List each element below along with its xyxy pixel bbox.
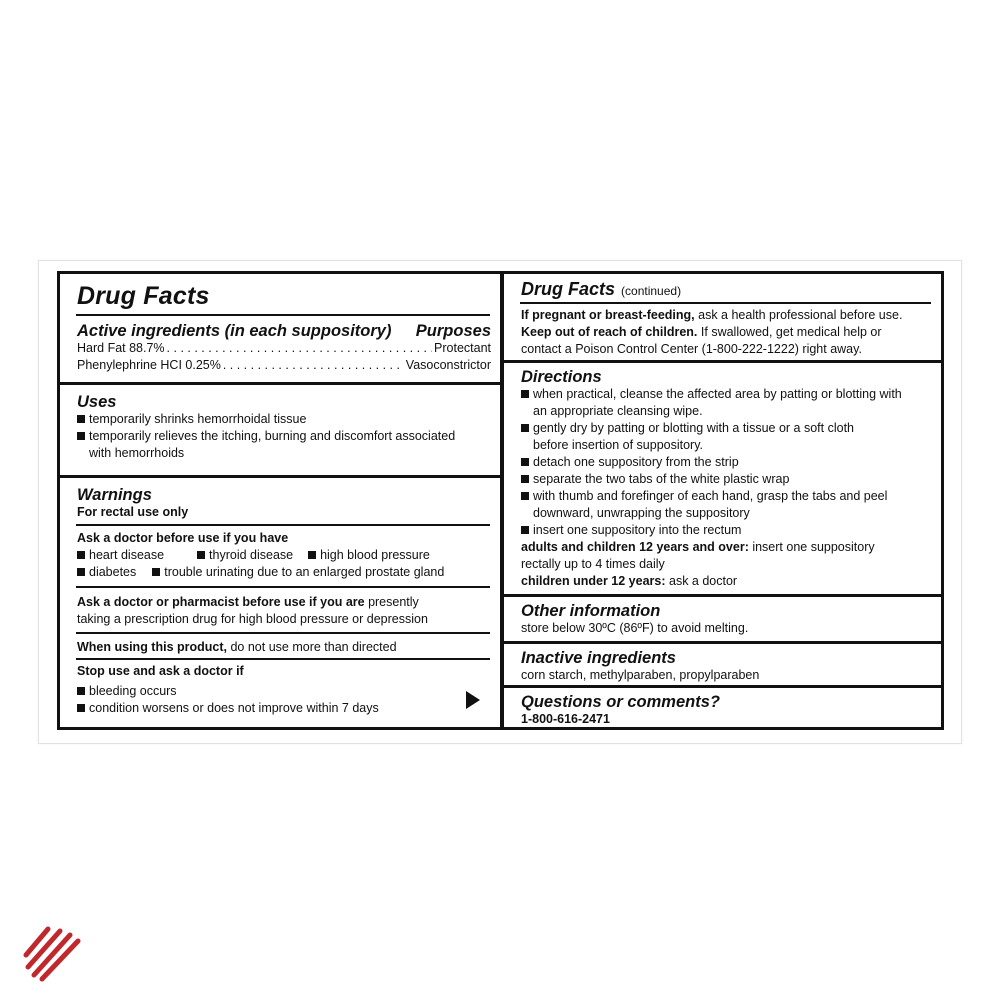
bullet-icon (521, 390, 529, 398)
divider (60, 382, 500, 385)
inactive-ingredients-title: Inactive ingredients (521, 649, 676, 667)
other-information-title: Other information (521, 602, 661, 620)
bullet-icon (77, 687, 85, 695)
divider (76, 632, 490, 634)
divider (76, 658, 490, 660)
bullet-icon (521, 526, 529, 534)
questions-title: Questions or comments? (521, 693, 720, 711)
bullet-icon (521, 492, 529, 500)
drug-facts-header (60, 282, 500, 310)
active-ingredients-section (60, 322, 500, 374)
divider (504, 685, 941, 688)
bullet-icon (521, 458, 529, 466)
bullet-icon (521, 475, 529, 483)
pharmacist-section: Ask a doctor or pharmacist before use if you are presently taking a prescription drug for high blood pressure or depression (77, 595, 428, 626)
drug-facts-panel-left (57, 271, 503, 730)
bullet-icon (77, 415, 85, 423)
divider (504, 594, 941, 597)
uses-title: Uses (77, 393, 117, 411)
stop-use-section: Stop use and ask a doctor if bleeding occurs condition worsens or does not improve within 7 days (77, 664, 379, 715)
bullet-icon (308, 551, 316, 559)
questions-section (504, 693, 941, 728)
active-ingredients-header: Active ingredients (in each suppository) (77, 322, 392, 340)
divider (60, 475, 500, 478)
other-information-section: Other information store below 30ºC (86ºF) to avoid melting. (504, 602, 941, 637)
divider (504, 360, 941, 363)
bullet-icon (77, 704, 85, 712)
directions-section: Directions when practical, cleanse the affected area by patting or blotting with an appropriate cleansing wipe. gently dry by patting or blotting with a tissue or a soft cloth before insertion of suppository. detach one suppository from the strip separate the two tabs of the white plastic wrap with thumb and forefinger of each hand, grasp the tabs and peel downward, unwrapping the suppository insert one suppository into the rectum adults and children 12 years and over: insert one suppository rectally up to 4 times daily children under 12 years: ask a doctor (504, 368, 941, 590)
bullet-icon (197, 551, 205, 559)
divider (520, 302, 931, 304)
divider (76, 314, 490, 316)
divider (76, 524, 490, 526)
bullet-icon (77, 432, 85, 440)
inactive-ingredients-section: Inactive ingredients corn starch, methylparaben, propylparaben (504, 649, 941, 684)
divider (504, 641, 941, 644)
drug-facts-panel-right (501, 271, 944, 730)
ask-doctor-section: Ask a doctor before use if you have heart disease thyroid disease high blood pressure diabetes trouble urinating due to an enlarged prostate gland (77, 531, 445, 579)
purposes-header: Purposes (415, 322, 491, 340)
when-using-section: When using this product, do not use more than directed (77, 640, 397, 654)
directions-title: Directions (521, 368, 602, 386)
uses-section: Uses temporarily shrinks hemorrhoidal tissue temporarily relieves the itching, burning and discomfort associated with hemorrhoids (60, 393, 500, 462)
bullet-icon (77, 568, 85, 576)
pregnancy-section: If pregnant or breast-feeding, ask a health professional before use. Keep out of reach of children. If swallowed, get medical help or contact a Poison Control Center (1-800-222-1222) right away. (521, 308, 903, 356)
divider (76, 586, 490, 588)
bullet-icon (521, 424, 529, 432)
drug-facts-continued-header: Drug Facts (continued) (521, 279, 682, 299)
watermark-logo-icon (20, 915, 90, 985)
ingredient-row: Hard Fat 88.7% . . . Protectant (77, 340, 491, 357)
ingredient-row: Phenylephrine HCI 0.25% . . . Vasoconstrictor (77, 357, 491, 374)
warnings-title: Warnings (77, 486, 152, 504)
continued-arrow-icon (466, 691, 480, 709)
drug-facts-title: Drug Facts (77, 282, 210, 310)
bullet-icon (152, 568, 160, 576)
warnings-section: Warnings For rectal use only (60, 486, 500, 521)
drug-facts-title: Drug Facts (521, 279, 616, 299)
bullet-icon (77, 551, 85, 559)
phone-number: 1-800-616-2471 (521, 712, 610, 726)
